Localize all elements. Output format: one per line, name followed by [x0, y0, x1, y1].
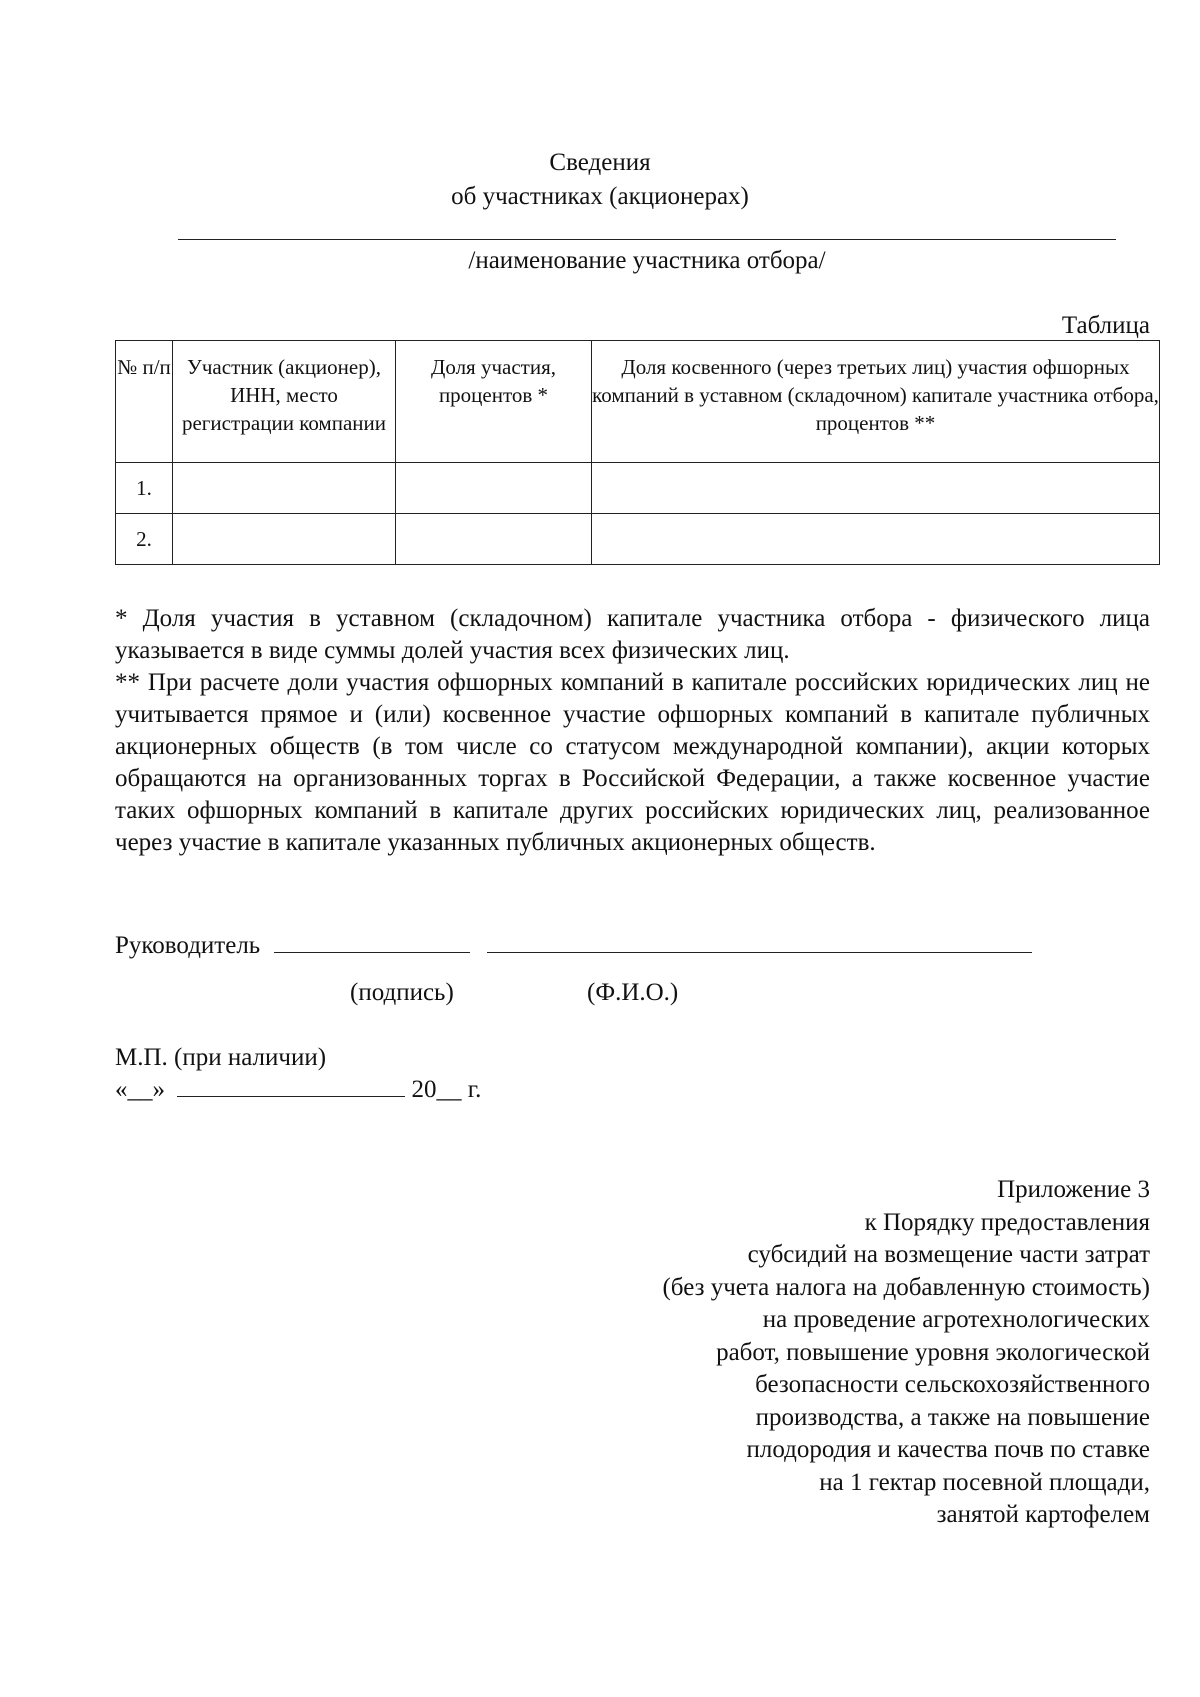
- date-day[interactable]: «__»: [115, 1076, 165, 1103]
- header-offshore-share: Доля косвенного (через третьих лиц) участия офшорных компаний в уставном (складочном) капитале участника отбора, процентов **: [592, 341, 1160, 463]
- signature-row: [115, 930, 1032, 961]
- table-label: Таблица: [1061, 312, 1150, 339]
- appendix-line: занятой картофелем: [936, 1501, 1150, 1528]
- appendix-line: субсидий на возмещение части затрат: [747, 1241, 1150, 1268]
- signature-label: Руководитель: [115, 932, 261, 959]
- appendix-line: работ, повышение уровня экологической: [716, 1338, 1150, 1366]
- footnote-2: ** При расчете доли участия офшорных компаний в капитале российских юридических лиц не учитывается прямое и (или) косвенное участие офшорных компаний в капитале публичных акционерных обществ (в том числе со статусом международной компании), акции которых обращаются на организованных торгах в Российской Федерации, а также косвенное участие таких офшорных компаний в капитале других российских юридических лиц, реализованное через участие в капитале указанных публичных акционерных обществ.: [115, 669, 1150, 856]
- signature-line[interactable]: [274, 930, 470, 953]
- share-cell[interactable]: [396, 514, 592, 565]
- full-name-line[interactable]: [487, 930, 1032, 953]
- date-year[interactable]: 20__ г.: [411, 1076, 482, 1103]
- appendix-line: (без учета налога на добавленную стоимость): [662, 1273, 1150, 1301]
- document-subtitle: об участниках (акционерах): [451, 183, 749, 210]
- signature-caption: (подпись): [350, 979, 454, 1006]
- appendix-line: Приложение 3: [997, 1176, 1150, 1203]
- full-name-caption: (Ф.И.О.): [587, 979, 679, 1006]
- table-header-row: [116, 341, 1160, 463]
- share-cell[interactable]: [396, 463, 592, 514]
- footnote-1: * Доля участия в уставном (складочном) капитале участника отбора - физического лица указывается в виде суммы долей участия всех физических лиц.: [115, 605, 1150, 664]
- header-number: № п/п: [116, 341, 173, 463]
- shareholders-table: [115, 340, 1160, 565]
- stamp-label: М.П. (при наличии): [115, 1044, 327, 1071]
- date-month-line[interactable]: [177, 1074, 405, 1097]
- participant-cell[interactable]: [173, 514, 396, 565]
- appendix-line: к Порядку предоставления: [864, 1208, 1150, 1236]
- header-participant: Участник (акционер), ИНН, место регистрации компании: [173, 341, 396, 463]
- table-row: [116, 514, 1160, 565]
- row-number: 2.: [116, 514, 173, 565]
- appendix-line: на проведение агротехнологических: [762, 1306, 1150, 1333]
- header-share: Доля участия, процентов *: [396, 341, 592, 463]
- document-title: Сведения: [549, 149, 651, 176]
- appendix-line: на 1 гектар посевной площади,: [819, 1468, 1150, 1496]
- appendix-block: [500, 1174, 1150, 1532]
- appendix-line: безопасности сельскохозяйственного: [755, 1371, 1150, 1398]
- table-row: [116, 463, 1160, 514]
- date-row: [115, 1074, 481, 1106]
- row-number: 1.: [116, 463, 173, 514]
- footnotes: [115, 603, 1150, 859]
- participant-name-line: [178, 239, 1116, 240]
- participant-cell[interactable]: [173, 463, 396, 514]
- appendix-line: производства, а также на повышение: [755, 1403, 1150, 1431]
- participant-name-caption: /наименование участника отбора/: [468, 247, 826, 274]
- offshore-share-cell[interactable]: [592, 514, 1160, 565]
- offshore-share-cell[interactable]: [592, 463, 1160, 514]
- appendix-line: плодородия и качества почв по ставке: [746, 1436, 1150, 1463]
